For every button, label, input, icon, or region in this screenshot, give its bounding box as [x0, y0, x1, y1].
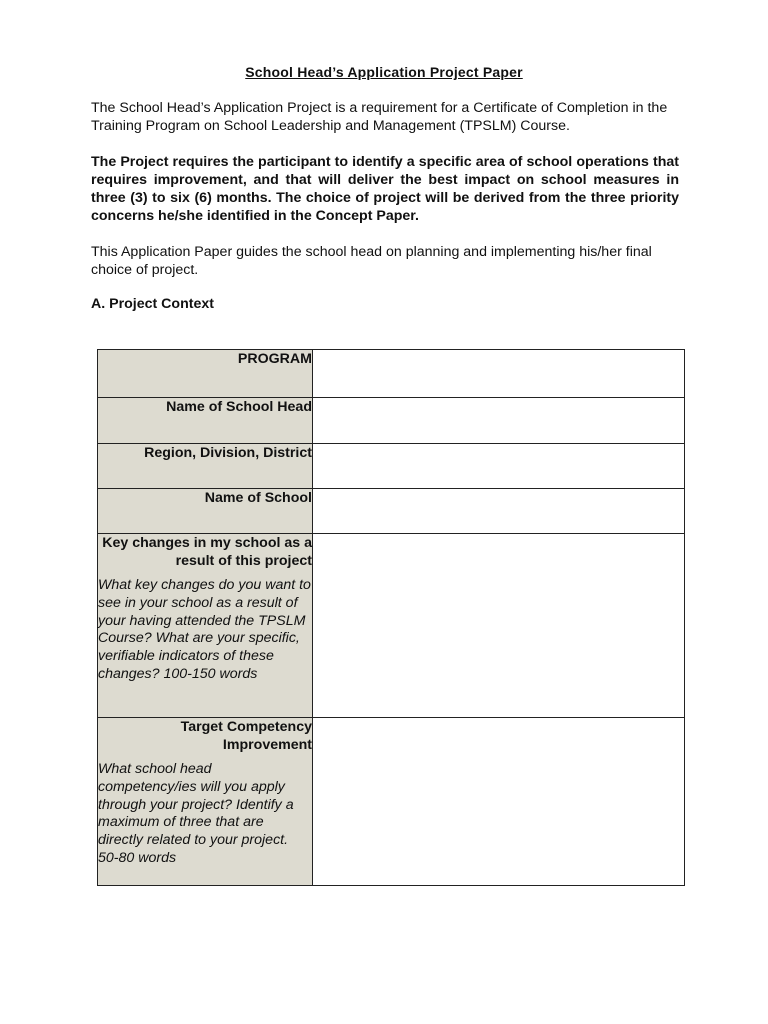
label-cell — [98, 444, 313, 489]
program-field[interactable] — [313, 350, 685, 398]
table-row-key-changes — [98, 534, 685, 718]
table-row-school-name — [98, 489, 685, 534]
row-label: PROGRAM — [237, 351, 312, 367]
table-row-region — [98, 444, 685, 489]
row-label: Name of School Head — [166, 399, 312, 415]
region-division-district-field[interactable] — [313, 444, 685, 489]
row-label: Target Competency Improvement — [180, 719, 312, 753]
target-competency-field[interactable] — [313, 718, 685, 886]
label-cell — [98, 489, 313, 534]
intro-paragraph: The School Head’s Application Project is a requirement for a Certificate of Completion in the Training Program on School Leadership and Management (TPSLM) Course. — [91, 100, 668, 134]
guide-paragraph: This Application Paper guides the school head on planning and implementing his/her final choice of project. — [91, 244, 652, 278]
label-cell — [98, 534, 313, 718]
row-hint: What school head competency/ies will you apply through your project? Identify a maximum of three that are directly related to your project. 50-80 words — [98, 761, 294, 866]
school-head-field[interactable] — [313, 398, 685, 444]
table-row-program — [98, 350, 685, 398]
row-hint: What key changes do you want to see in your school as a result of your having attended the TPSLM Course? What are your specific, verifiable indicators of these changes? 100-150 words — [98, 577, 311, 682]
label-cell — [98, 718, 313, 886]
row-label: Key changes in my school as a result of this project — [102, 535, 312, 569]
label-cell — [98, 398, 313, 444]
school-name-field[interactable] — [313, 489, 685, 534]
table-row-target-competency — [98, 718, 685, 886]
label-cell — [98, 350, 313, 398]
key-changes-field[interactable] — [313, 534, 685, 718]
requirement-paragraph: The Project requires the participant to identify a specific area of school operations that requires improvement, and that will deliver the best impact on school measures in three (3) to six (6) months. The choice of project will be derived from the three priority concerns he/she identified in the Concept Paper. — [91, 154, 679, 224]
section-heading-project-context: A. Project Context — [91, 296, 214, 312]
table-row-school-head — [98, 398, 685, 444]
page-title: School Head’s Application Project Paper — [245, 64, 523, 80]
row-label: Name of School — [204, 490, 312, 506]
row-label: Region, Division, District — [144, 445, 312, 461]
project-context-table — [97, 349, 685, 886]
